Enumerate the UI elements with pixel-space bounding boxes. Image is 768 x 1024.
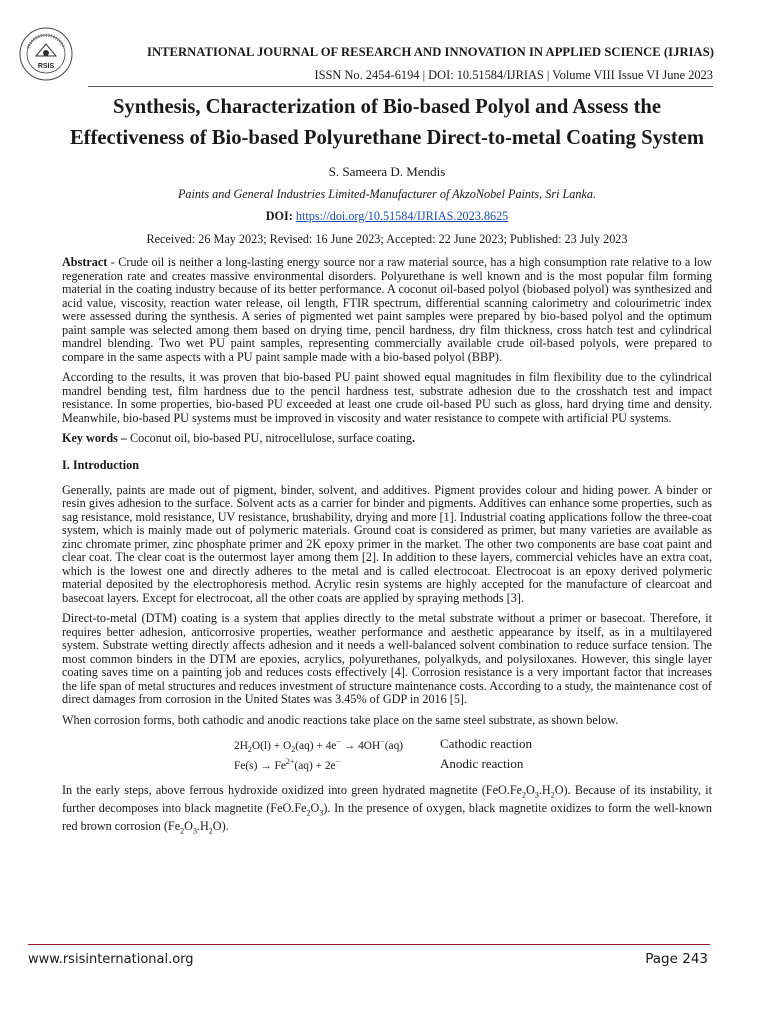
article-content <box>62 92 712 838</box>
footer-website[interactable]: www.rsisinternational.org <box>28 952 194 967</box>
author-affiliation: Paints and General Industries Limited-Manufacturer of AkzoNobel Paints, Sri Lanka. <box>177 187 597 201</box>
anodic-equation: $Fe(s) \to Fe^{2+}(aq) + 2e^-$ <box>234 757 341 772</box>
keywords-text: Coconut oil, bio-based PU, nitrocellulose, surface coating <box>127 431 412 445</box>
page-number: Page 243 <box>645 951 708 967</box>
cathodic-label: Cathodic reaction <box>440 736 533 751</box>
keywords-line: Key words – Coconut oil, bio-based PU, nitrocellulose, surface coating. <box>62 431 416 445</box>
footer-divider <box>28 944 710 945</box>
article-dates: Received: 26 May 2023; Revised: 16 June 2023; Accepted: 22 June 2023; Published: 23 July 2023 <box>146 232 628 246</box>
anodic-label: Anodic reaction <box>440 756 524 771</box>
cathodic-equation: $2H_2O(l) + O_2(aq) + 4e^- \to 4OH^-(aq)$ <box>234 737 404 755</box>
abstract-label: Abstract <box>62 255 108 269</box>
intro-paragraph-3: When corrosion forms, both cathodic and anodic reactions take place on the same steel substrate, as shown below. <box>62 712 619 727</box>
abstract-paragraph <box>62 256 712 364</box>
reaction-equations <box>62 737 712 777</box>
article-title: Synthesis, Characterization of Bio-based Polyol and Assess the Effectiveness of Bio-based Polyurethane Direct-to-metal Coating System <box>69 96 705 149</box>
issn-line: ISSN No. 2454-6194 | DOI: 10.51584/IJRIAS | Volume VIII Issue VI June 2023 <box>314 68 713 82</box>
author-name: S. Sameera D. Mendis <box>328 164 446 179</box>
doi-line <box>62 208 712 225</box>
intro-paragraph-1: Generally, paints are made out of pigment, binder, solvent, and additives. Pigment provides colour and hiding power. A binder or resin gives adhesion to the surface. Solvent acts as a carrier for binder and pigments. Additives can enhance some properties, such as sag resistance, mold resistance, UV resistance, brushability, drying and more [1]. Industrial coating applications follow the three-coat system, which is mainly made out of polymeric materials. Ground coat is considered as primer, but many varieties are available as zinc chromate primer, zinc phosphate primer and 2K epoxy primer in the market. The other two components are base coat paint and clear coat. The clear coat is the outermost layer among them [2]. In addition to these layers, commercial vehicles have an extra coat, which is the lowest one and directly adheres to the metal and is called electrocoat. Electrocoat is an epoxy derived polymeric material deposited by the electrophoresis method. Acrylic resin systems are highly accepted for the manufacture of clearcoat and basecoat layers. Except for electrocoat, all the other coats are applied by spraying methods [3]. <box>62 482 712 605</box>
rsis-logo <box>18 26 74 82</box>
doi-label: DOI: <box>265 209 293 223</box>
header-divider <box>88 86 713 87</box>
svg-text:RSIS: RSIS <box>37 63 55 70</box>
keywords-label: Key words – <box>62 431 127 445</box>
abstract-text: - Crude oil is neither a long-lasting energy source nor a raw material source, has a high consumption rate relative to a low regeneration rate and creates massive environmental disorders. Polyurethane is well known and is the most popular film forming material in the coating industry because of its better performance. A coconut oil-based polyol (biobased polyol) was synthesized and acid value, viscosity, reaction water release, oil length, FTIR spectrum, differential scanning calorimetry and colourimetric index were assessed during the synthesis. A series of pigmented wet paint samples were prepared by bio-based polyol and the optimum paint sample was selected among them based on drying time, pencil hardness, dry film thickness, cross hatch test and cylindrical mandrel blending. Two wet PU paint samples, representing commercially available crude oil-based polyols, were prepared to compare in the same aspects with a PU paint sample made with a bio-based polyol (BBP). <box>62 255 712 364</box>
intro-paragraph-4: In the early steps, above ferrous hydroxide oxidized into green hydrated magnetite $(FeO.Fe_2O_3.H_2O)$. Because of its instability, it further decomposes into black magnetite $(FeO.Fe_2O_3)$. In the presence of oxygen, black magnetite oxidizes to form the well-known red brown corrosion $(Fe_2O_3.H_2O)$. <box>62 783 712 836</box>
doi-link[interactable]: https://doi.org/10.51584/IJRIAS.2023.8625 <box>295 209 509 223</box>
abstract-results-paragraph: According to the results, it was proven that bio-based PU paint showed equal magnitudes in film flexibility due to the cylindrical mandrel bending test, film hardness due to the pencil hardness test, substrate adhesion due to the crosshatch test and impact resistance. In some properties, bio-based PU exceeded at least one crude oil-based PU such as gloss, hard drying time and density. Meanwhile, bio-based PU systems must be improved in viscosity and water resistance to compete with artificial PU systems. <box>62 370 712 425</box>
journal-name: INTERNATIONAL JOURNAL OF RESEARCH AND INNOVATION IN APPLIED SCIENCE (IJRIAS) <box>147 45 714 59</box>
intro-paragraph-2: Direct-to-metal (DTM) coating is a system that applies directly to the metal substrate without a primer or basecoat. Therefore, it requires better adhesion, anticorrosive properties, weather performance and aesthetic appearance by itself, as in a multilayered system. Substrate wetting directly affects adhesion and it needs a well-balanced solvent combination to reduce surface tension. The most common binders in the DTM are epoxies, acrylics, polyurethanes, polyalkyds, and polysiloxanes. However, this single layer coating saves time on a painting job and reduces costs effectively [4]. Corrosion resistance is a very important factor that increases the life span of metal structures and reduces investment of structure maintenance costs. According to a study, the maintenance cost of direct damages from corrosion in the United States was 3.45% of GDP in 2016 [5]. <box>62 611 712 706</box>
section-heading-introduction: I. Introduction <box>62 457 139 472</box>
